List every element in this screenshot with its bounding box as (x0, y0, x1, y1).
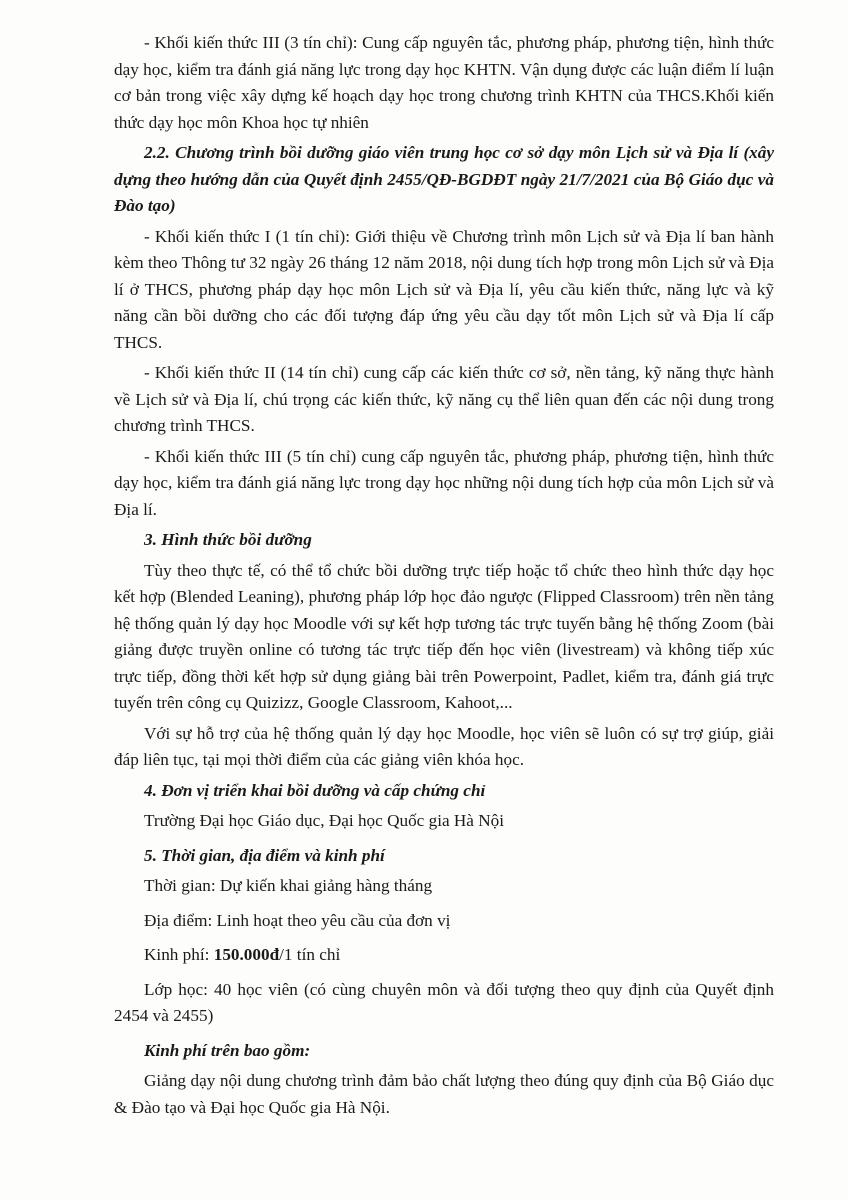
paragraph-kien-thuc-iii-khtn: - Khối kiến thức III (3 tín chỉ): Cung cấp nguyên tắc, phương pháp, phương tiện, hình thức dạy học, kiểm tra đánh giá năng lực trong dạy học KHTN. Vận dụng được các luận điểm lí luận cơ bản trong việc xây dựng kế hoạch dạy học trong chương trình KHTN của THCS.Khối kiến thức dạy học môn Khoa học tự nhiên (114, 33, 774, 132)
paragraph-kinh-phi (114, 942, 774, 969)
paragraph-don-vi: Trường Đại học Giáo dục, Đại học Quốc gia Hà Nội (144, 811, 505, 830)
paragraph-giang-day: Giảng dạy nội dung chương trình đảm bảo chất lượng theo đúng quy định của Bộ Giáo dục & Đào tạo và Đại học Quốc gia Hà Nội. (114, 1071, 774, 1117)
heading-2-2: 2.2. Chương trình bồi dưỡng giáo viên trung học cơ sở dạy môn Lịch sử và Địa lí (xây dựng theo hướng dẫn của Quyết định 2455/QĐ-BGDĐT ngày 21/7/2021 của Bộ Giáo dục và Đào tạo) (114, 143, 774, 215)
kinh-phi-amount: 150.000đ (213, 945, 280, 964)
paragraph-thoi-gian: Thời gian: Dự kiến khai giảng hàng tháng (144, 876, 433, 895)
paragraph-kien-thuc-iii: - Khối kiến thức III (5 tín chỉ) cung cấp nguyên tắc, phương pháp, phương tiện, hình thức dạy học, kiểm tra đánh giá năng lực trong dạy học những nội dung tích hợp của môn Lịch sử và Địa lí. (114, 446, 774, 519)
heading-5: 5. Thời gian, địa điểm và kinh phí (144, 845, 385, 865)
paragraph-moodle: Với sự hỗ trợ của hệ thống quản lý dạy học Moodle, học viên sẽ luôn có sự trợ giúp, giải đáp liên tục, tại mọi thời điểm của các giảng viên khóa học. (114, 723, 774, 769)
paragraph-hinh-thuc: Tùy theo thực tế, có thể tổ chức bồi dưỡng trực tiếp hoặc tổ chức theo hình thức dạy học kết hợp (Blended Leaning), phương pháp lớp học đảo ngược (Flipped Classroom) trên nền tảng hệ thống quản lý dạy học Moodle với sự kết hợp tương tác trực tuyến bằng hệ thống Zoom (bài giảng được truyền online có tương tác trực tiếp đến học viên (livestream) và không tiếp xúc trực tiếp, đồng thời kết hợp sử dụng giảng bài trên Powerpoint, Padlet, kiểm tra, đánh giá trực tuyến trên công cụ Quizizz, Google Classroom, Kahoot,... (114, 560, 774, 712)
heading-3: 3. Hình thức bồi dưỡng (144, 530, 312, 549)
heading-4: 4. Đơn vị triển khai bồi dưỡng và cấp chứng chỉ (144, 780, 486, 800)
kinh-phi-unit: /1 tín chỉ (279, 945, 341, 964)
paragraph-kien-thuc-i: - Khối kiến thức I (1 tín chỉ): Giới thiệu về Chương trình môn Lịch sử và Địa lí ban hành kèm theo Thông tư 32 ngày 26 tháng 12 năm 2018, nội dung tích hợp trong môn Lịch sử và Địa lí ở THCS, phương pháp dạy học môn Lịch sử và Địa lí, yêu cầu kiến thức, năng lực và kỹ năng cần bồi dưỡng cho các đối tượng đáp ứng yêu cầu dạy tốt môn Lịch sử và Địa lí cấp THCS. (114, 226, 774, 352)
paragraph-lop-hoc: Lớp học: 40 học viên (có cùng chuyên môn và đối tượng theo quy định của Quyết định 2454 và 2455) (114, 979, 774, 1025)
paragraph-kien-thuc-ii: - Khối kiến thức II (14 tín chỉ) cung cấp các kiến thức cơ sở, nền tảng, kỹ năng thực hành về Lịch sử và Địa lí, chú trọng các kiến thức, kỹ năng cụ thể liên quan đến các nội dung trong chương trình THCS. (114, 363, 774, 435)
heading-kinh-phi-bao-gom: Kinh phí trên bao gồm: (144, 1040, 311, 1060)
kinh-phi-label: Kinh phí: (144, 945, 214, 964)
paragraph-dia-diem: Địa điểm: Linh hoạt theo yêu cầu của đơn vị (144, 910, 451, 930)
document-body (114, 30, 774, 1125)
